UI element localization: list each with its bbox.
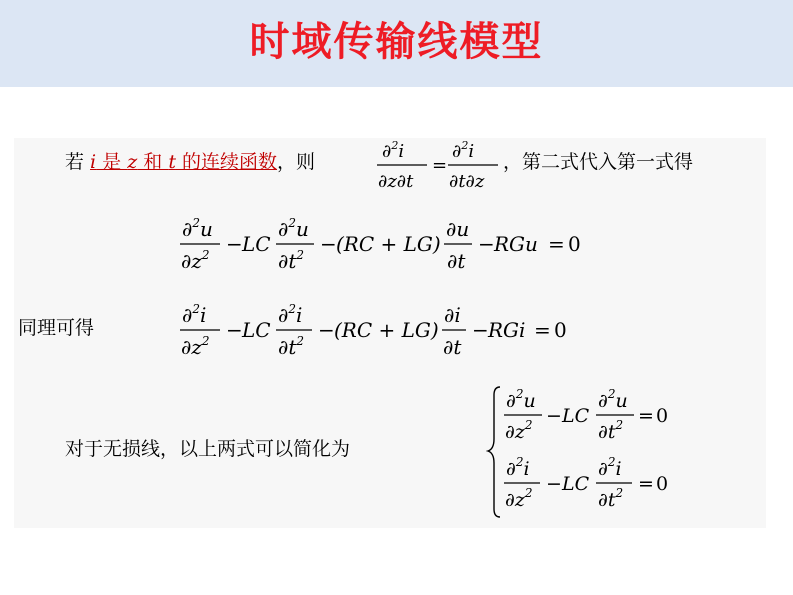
svg-text:0: 0 — [656, 473, 669, 495]
svg-text:RGi: RGi — [488, 318, 526, 342]
lossless-text: 对于无损线，以上两式可以简化为 — [65, 438, 351, 460]
svg-text:0: 0 — [568, 232, 581, 256]
svg-text:∂t: ∂t — [447, 249, 466, 273]
mixed-partial-equality — [372, 137, 502, 195]
svg-text:LC: LC — [562, 473, 590, 495]
svg-text:=: = — [548, 232, 565, 256]
svg-text:LC: LC — [242, 318, 271, 342]
svg-text:∂t2: $\partial t^2$ — [278, 248, 305, 273]
eq0-num-right: ∂$^2$i — [452, 139, 475, 162]
line1-ze: ，则 — [277, 151, 316, 173]
line1-post: ，第二式代入第一式得 — [503, 151, 694, 173]
svg-text:(RC + LG): (RC + LG) — [336, 232, 441, 256]
svg-text:−: − — [226, 318, 243, 342]
slide-title: 时域传输线模型 — [249, 19, 544, 65]
tongli-text: 同理可得 — [18, 317, 95, 339]
svg-text:∂2i: ∂$^2$i — [506, 455, 530, 480]
svg-text:=: = — [638, 473, 654, 495]
svg-text:−: − — [318, 318, 335, 342]
eq0-equals: = — [432, 155, 448, 176]
svg-text:∂t2: $\partial t^2$ — [598, 486, 624, 511]
svg-text:0: 0 — [554, 318, 567, 342]
telegrapher-equation-u — [178, 212, 598, 276]
continuity-condition: i 是 z 和 t 的连续函数 — [90, 151, 278, 173]
svg-text:∂t2: $\partial t^2$ — [278, 334, 305, 359]
left-brace — [488, 387, 500, 517]
svg-text:−: − — [546, 473, 562, 495]
svg-text:∂z2: $\partial z^2$ — [505, 486, 533, 511]
svg-text:LC: LC — [562, 405, 590, 427]
svg-text:∂2u: ∂$^2$u — [278, 216, 309, 241]
svg-text:−: − — [478, 232, 495, 256]
svg-text:∂2i: ∂$^2$i — [182, 302, 207, 327]
svg-text:LC: LC — [242, 232, 271, 256]
svg-text:∂2u: ∂$^2$u — [182, 216, 213, 241]
eq0-den-left: ∂z∂t — [378, 171, 414, 192]
svg-text:∂z2: $\partial z^2$ — [181, 334, 210, 359]
svg-text:−: − — [320, 232, 337, 256]
svg-text:RGu: RGu — [494, 232, 538, 256]
eq0-den-right: ∂t∂z — [449, 171, 485, 192]
svg-text:∂t: ∂t — [443, 335, 462, 359]
svg-text:∂i: ∂i — [444, 303, 461, 327]
svg-text:∂u: ∂u — [446, 217, 470, 241]
svg-text:∂2i: ∂$^2$i — [598, 455, 622, 480]
svg-text:=: = — [534, 318, 551, 342]
svg-text:−: − — [226, 232, 243, 256]
svg-text:−: − — [472, 318, 489, 342]
svg-text:∂z2: $\partial z^2$ — [181, 248, 210, 273]
svg-text:∂z2: $\partial z^2$ — [505, 418, 533, 443]
svg-text:(RC + LG): (RC + LG) — [334, 318, 439, 342]
lossless-equation-system — [486, 383, 686, 521]
svg-text:−: − — [546, 405, 562, 427]
line1-pre: 若 — [65, 151, 91, 173]
eq0-num-left: ∂$^2$i — [382, 139, 405, 162]
telegrapher-equation-i — [178, 298, 598, 362]
svg-text:∂2u: ∂$^2$u — [598, 387, 628, 412]
svg-text:0: 0 — [656, 405, 669, 427]
svg-text:∂2u: ∂$^2$u — [506, 387, 536, 412]
line1-text — [65, 151, 315, 173]
svg-text:∂t2: $\partial t^2$ — [598, 418, 624, 443]
svg-text:=: = — [638, 405, 654, 427]
svg-text:∂2i: ∂$^2$i — [278, 302, 303, 327]
